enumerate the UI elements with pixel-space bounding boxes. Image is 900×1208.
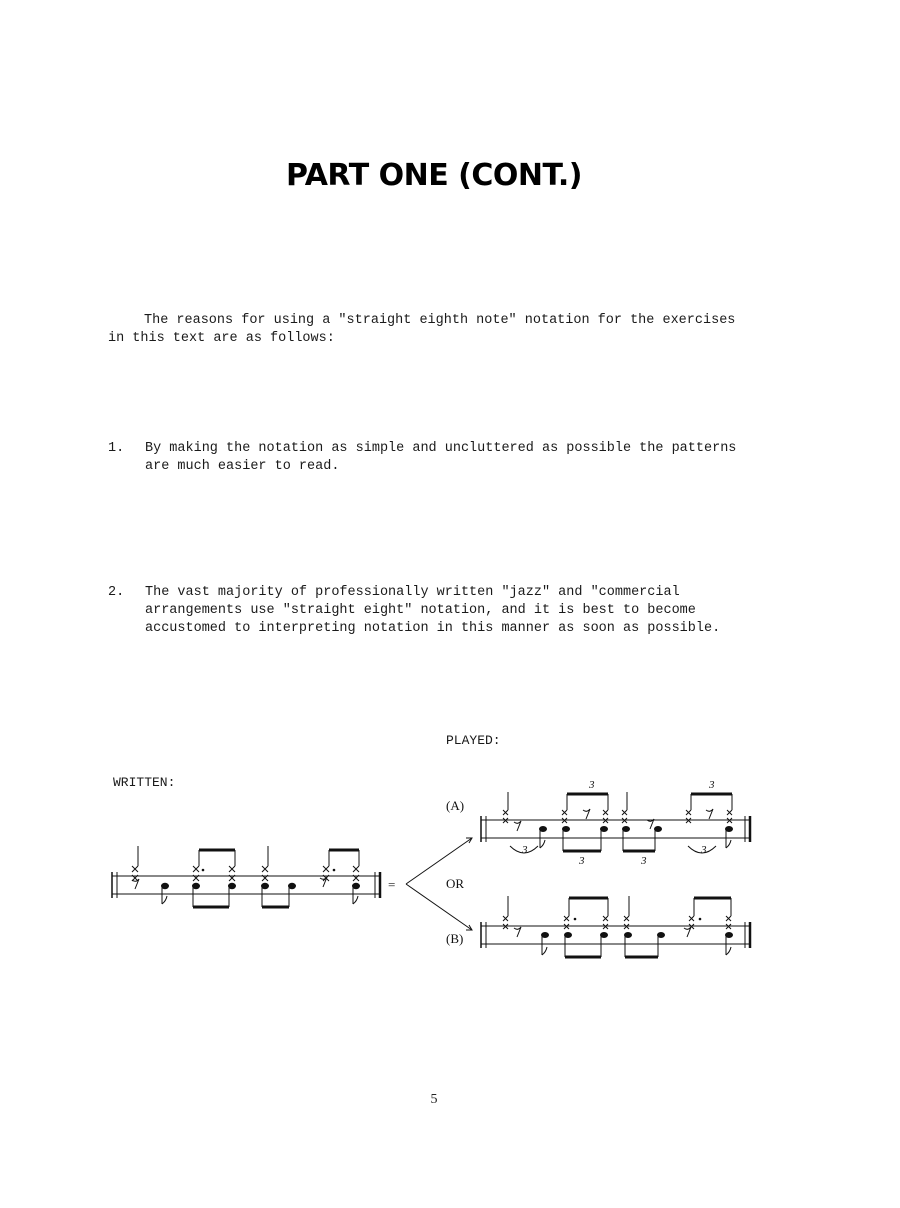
list-item-number: 1.	[108, 441, 125, 456]
option-b-label: (B)	[446, 931, 464, 946]
triplet-number: 3	[709, 779, 715, 791]
option-a-label: (A)	[446, 798, 465, 813]
or-label: OR	[446, 876, 465, 891]
played-staff-b	[481, 896, 750, 957]
list-item-number: 2.	[108, 585, 125, 600]
list-item-text: The vast majority of professionally written "jazz" and "commercial arrangements use "straight eight" notation, and it is best to become accustomed to interpreting notation in this manner as soon as possible.	[145, 585, 721, 636]
page-title: PART ONE (CONT.)	[285, 158, 582, 193]
written-staff	[112, 846, 380, 907]
triplet-number: 3	[701, 844, 707, 856]
list-item-text: By making the notation as simple and uncluttered as possible the patterns are much easier to read.	[145, 441, 737, 474]
triplet-number: 3	[589, 779, 595, 791]
page-number: 5	[430, 1092, 438, 1107]
triplet-number: 3	[641, 855, 647, 867]
played-label: PLAYED:	[446, 733, 501, 748]
triplet-number: 3	[522, 844, 528, 856]
written-label: WRITTEN:	[113, 775, 176, 790]
equals-sign: =	[388, 877, 396, 892]
triplet-number: 3	[579, 855, 585, 867]
intro-text: The reasons for using a "straight eighth note" notation for the exercises in this text are as follows:	[108, 313, 736, 346]
